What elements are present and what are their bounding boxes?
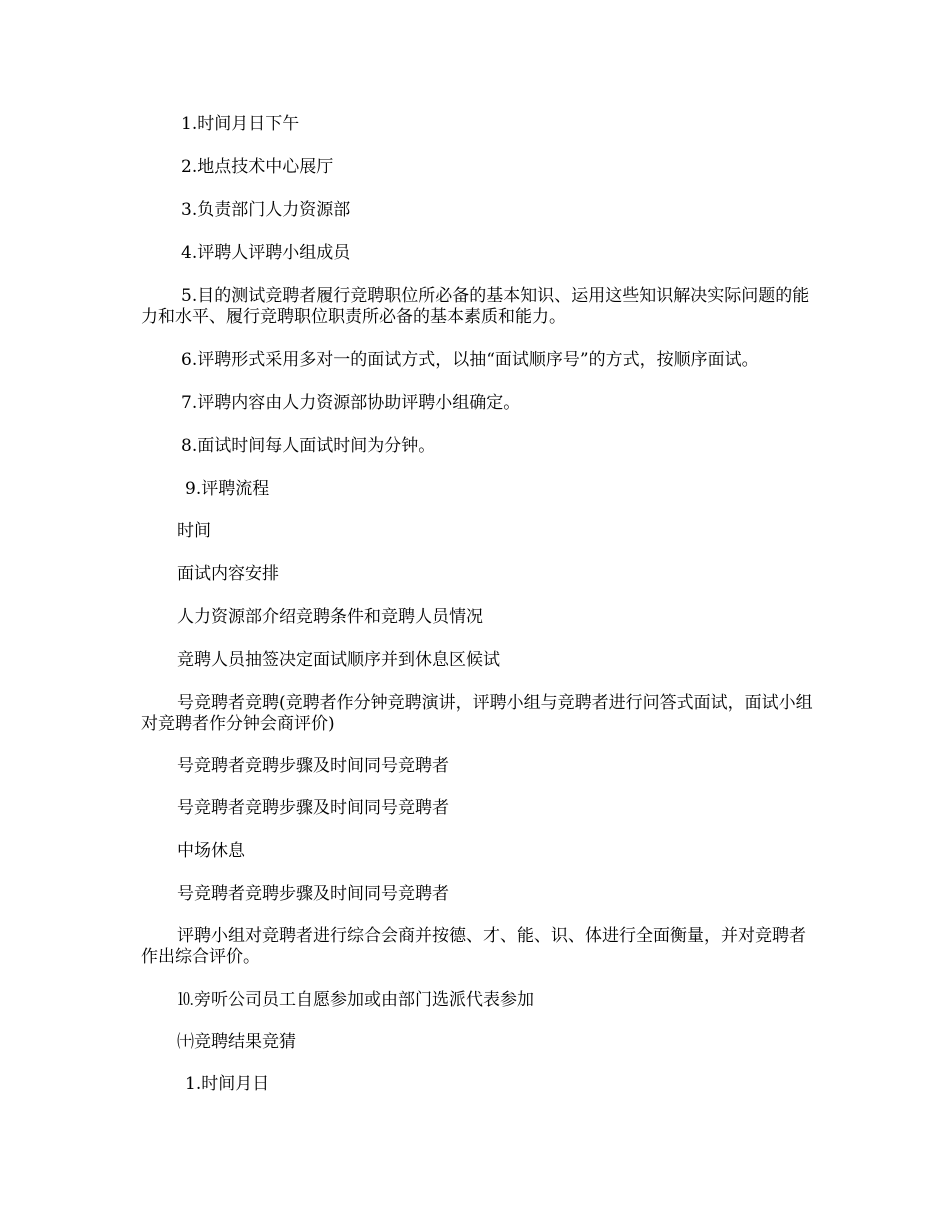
paragraph-schedule-content: 面试内容安排 bbox=[177, 564, 279, 584]
paragraph-format: 6.评聘形式采用多对一的面试方式，以抽“面试顺序号”的方式，按顺序面试。 bbox=[181, 350, 759, 370]
paragraph-hr-intro: 人力资源部介绍竞聘条件和竞聘人员情况 bbox=[177, 607, 483, 627]
paragraph-first-candidate: 号竞聘者竞聘(竞聘者作分钟竞聘演讲，评聘小组与竞聘者进行问答式面试，面试小组对竞聘者作分钟会商评价) bbox=[141, 693, 813, 734]
paragraph-result-guess: ㈩竞聘结果竞猜 bbox=[177, 1032, 296, 1052]
paragraph-duration: 8.面试时间每人面试时间为分钟。 bbox=[181, 436, 436, 456]
paragraph-location: 2.地点技术中心展厅 bbox=[181, 157, 334, 177]
paragraph-candidate-4: 号竞聘者竞聘步骤及时间同号竞聘者 bbox=[177, 884, 449, 904]
paragraph-result-time: 1.时间月日 bbox=[185, 1074, 270, 1094]
paragraph-department: 3.负责部门人力资源部 bbox=[181, 200, 351, 220]
paragraph-candidate-2: 号竞聘者竞聘步骤及时间同号竞聘者 bbox=[177, 756, 449, 776]
paragraph-content: 7.评聘内容由人力资源部协助评聘小组确定。 bbox=[181, 393, 521, 413]
paragraph-audience: ⒑旁听公司员工自愿参加或由部门选派代表参加 bbox=[177, 990, 534, 1010]
paragraph-drawing-lots: 竞聘人员抽签决定面试顺序并到休息区候试 bbox=[177, 650, 500, 670]
paragraph-process: 9.评聘流程 bbox=[185, 479, 270, 499]
paragraph-break: 中场休息 bbox=[177, 841, 245, 861]
paragraph-schedule-time: 时间 bbox=[177, 521, 211, 541]
paragraph-evaluation: 评聘小组对竞聘者进行综合会商并按德、才、能、识、体进行全面衡量，并对竞聘者作出综合评价。 bbox=[141, 926, 806, 967]
paragraph-time: 1.时间月日下午 bbox=[181, 114, 300, 134]
paragraph-evaluator: 4.评聘人评聘小组成员 bbox=[181, 243, 351, 263]
paragraph-purpose: 5.目的测试竞聘者履行竞聘职位所必备的基本知识、运用这些知识解决实际问题的能力和水平、履行竞聘职位职责所必备的基本素质和能力。 bbox=[141, 286, 810, 327]
paragraph-candidate-3: 号竞聘者竞聘步骤及时间同号竞聘者 bbox=[177, 798, 449, 818]
